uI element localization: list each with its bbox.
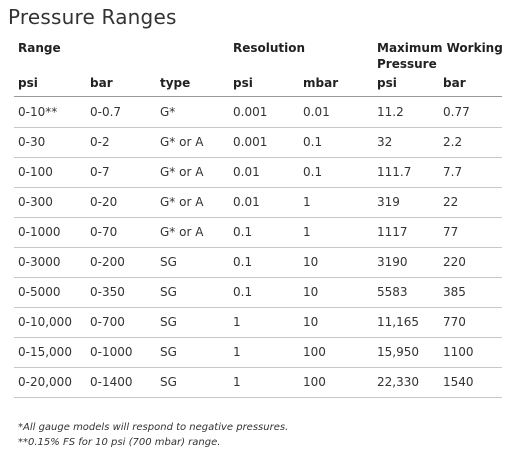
cell-range-psi: 0-10,000 bbox=[18, 315, 72, 329]
cell-max-bar: 22 bbox=[443, 195, 459, 209]
table-row bbox=[0, 97, 508, 127]
cell-range-bar: 0-350 bbox=[90, 285, 125, 299]
cell-resolution-mbar: 0.1 bbox=[303, 135, 323, 149]
cell-resolution-psi: 0.01 bbox=[233, 195, 260, 209]
cell-resolution-psi: 0.01 bbox=[233, 165, 260, 179]
cell-max-psi: 11.2 bbox=[377, 105, 404, 119]
table-row bbox=[0, 367, 508, 397]
cell-max-psi: 3190 bbox=[377, 255, 408, 269]
cell-range-bar: 0-2 bbox=[90, 135, 110, 149]
cell-max-bar: 2.2 bbox=[443, 135, 463, 149]
cell-resolution-mbar: 0.01 bbox=[303, 105, 330, 119]
cell-range-bar: 0-700 bbox=[90, 315, 125, 329]
cell-resolution-psi: 0.1 bbox=[233, 225, 253, 239]
group-header-max-line1: Maximum Working bbox=[377, 41, 503, 55]
cell-max-psi: 319 bbox=[377, 195, 400, 209]
footnotes bbox=[18, 420, 288, 450]
cell-resolution-mbar: 1 bbox=[303, 225, 311, 239]
footnote-fs: **0.15% FS for 10 psi (700 mbar) range. bbox=[18, 437, 221, 448]
cell-max-psi: 111.7 bbox=[377, 165, 412, 179]
cell-range-psi: 0-1000 bbox=[18, 225, 61, 239]
table-row bbox=[0, 247, 508, 277]
cell-range-bar: 0-70 bbox=[90, 225, 118, 239]
cell-type: G* bbox=[160, 105, 176, 119]
cell-range-bar: 0-20 bbox=[90, 195, 118, 209]
cell-max-psi: 5583 bbox=[377, 285, 408, 299]
column-header-max-psi: psi bbox=[377, 76, 397, 90]
cell-resolution-psi: 0.001 bbox=[233, 105, 268, 119]
cell-type: G* or A bbox=[160, 195, 204, 209]
page-title: Pressure Ranges bbox=[8, 5, 177, 29]
cell-range-psi: 0-10** bbox=[18, 105, 58, 119]
column-header-type: type bbox=[160, 76, 191, 90]
cell-range-bar: 0-200 bbox=[90, 255, 125, 269]
cell-max-psi: 11,165 bbox=[377, 315, 419, 329]
cell-resolution-psi: 1 bbox=[233, 345, 241, 359]
table-row bbox=[0, 277, 508, 307]
cell-type: SG bbox=[160, 315, 177, 329]
cell-range-psi: 0-3000 bbox=[18, 255, 61, 269]
column-header-resolution-mbar: mbar bbox=[303, 76, 339, 90]
cell-range-bar: 0-7 bbox=[90, 165, 110, 179]
cell-max-bar: 7.7 bbox=[443, 165, 463, 179]
cell-type: SG bbox=[160, 285, 177, 299]
cell-resolution-mbar: 1 bbox=[303, 195, 311, 209]
cell-range-bar: 0-1000 bbox=[90, 345, 133, 359]
cell-resolution-mbar: 10 bbox=[303, 285, 319, 299]
cell-max-bar: 220 bbox=[443, 255, 466, 269]
cell-max-bar: 77 bbox=[443, 225, 459, 239]
cell-resolution-psi: 1 bbox=[233, 375, 241, 389]
cell-range-psi: 0-100 bbox=[18, 165, 53, 179]
group-header-range: Range bbox=[18, 41, 61, 55]
cell-range-bar: 0-1400 bbox=[90, 375, 133, 389]
column-header-max-bar: bar bbox=[443, 76, 466, 90]
cell-range-psi: 0-300 bbox=[18, 195, 53, 209]
cell-resolution-psi: 0.1 bbox=[233, 255, 253, 269]
cell-type: G* or A bbox=[160, 165, 204, 179]
cell-resolution-mbar: 0.1 bbox=[303, 165, 323, 179]
cell-type: G* or A bbox=[160, 135, 204, 149]
cell-max-psi: 22,330 bbox=[377, 375, 419, 389]
cell-max-bar: 770 bbox=[443, 315, 466, 329]
group-header-resolution: Resolution bbox=[233, 41, 306, 55]
cell-resolution-mbar: 100 bbox=[303, 375, 326, 389]
table-row bbox=[0, 337, 508, 367]
column-header-resolution-psi: psi bbox=[233, 76, 253, 90]
cell-max-psi: 32 bbox=[377, 135, 393, 149]
table-row bbox=[0, 307, 508, 337]
footnote-gauge: *All gauge models will respond to negative pressures. bbox=[18, 422, 289, 433]
cell-max-bar: 1100 bbox=[443, 345, 474, 359]
table-row bbox=[0, 157, 508, 187]
cell-resolution-psi: 0.1 bbox=[233, 285, 253, 299]
cell-type: SG bbox=[160, 345, 177, 359]
cell-max-bar: 0.77 bbox=[443, 105, 470, 119]
column-header-range-bar: bar bbox=[90, 76, 113, 90]
cell-type: G* or A bbox=[160, 225, 204, 239]
cell-type: SG bbox=[160, 255, 177, 269]
cell-resolution-psi: 0.001 bbox=[233, 135, 268, 149]
cell-range-psi: 0-5000 bbox=[18, 285, 61, 299]
column-header-range-psi: psi bbox=[18, 76, 38, 90]
cell-resolution-mbar: 100 bbox=[303, 345, 326, 359]
cell-range-psi: 0-15,000 bbox=[18, 345, 72, 359]
cell-max-bar: 385 bbox=[443, 285, 466, 299]
group-header-max-line2: Pressure bbox=[377, 57, 437, 71]
cell-type: SG bbox=[160, 375, 177, 389]
row-divider bbox=[14, 397, 502, 398]
table-row bbox=[0, 187, 508, 217]
cell-resolution-mbar: 10 bbox=[303, 315, 319, 329]
table-row bbox=[0, 217, 508, 247]
cell-range-bar: 0-0.7 bbox=[90, 105, 122, 119]
table-row bbox=[0, 127, 508, 157]
cell-max-psi: 1117 bbox=[377, 225, 408, 239]
cell-range-psi: 0-20,000 bbox=[18, 375, 72, 389]
cell-range-psi: 0-30 bbox=[18, 135, 46, 149]
group-header-max-pressure bbox=[377, 40, 503, 72]
cell-max-bar: 1540 bbox=[443, 375, 474, 389]
cell-max-psi: 15,950 bbox=[377, 345, 419, 359]
cell-resolution-psi: 1 bbox=[233, 315, 241, 329]
cell-resolution-mbar: 10 bbox=[303, 255, 319, 269]
